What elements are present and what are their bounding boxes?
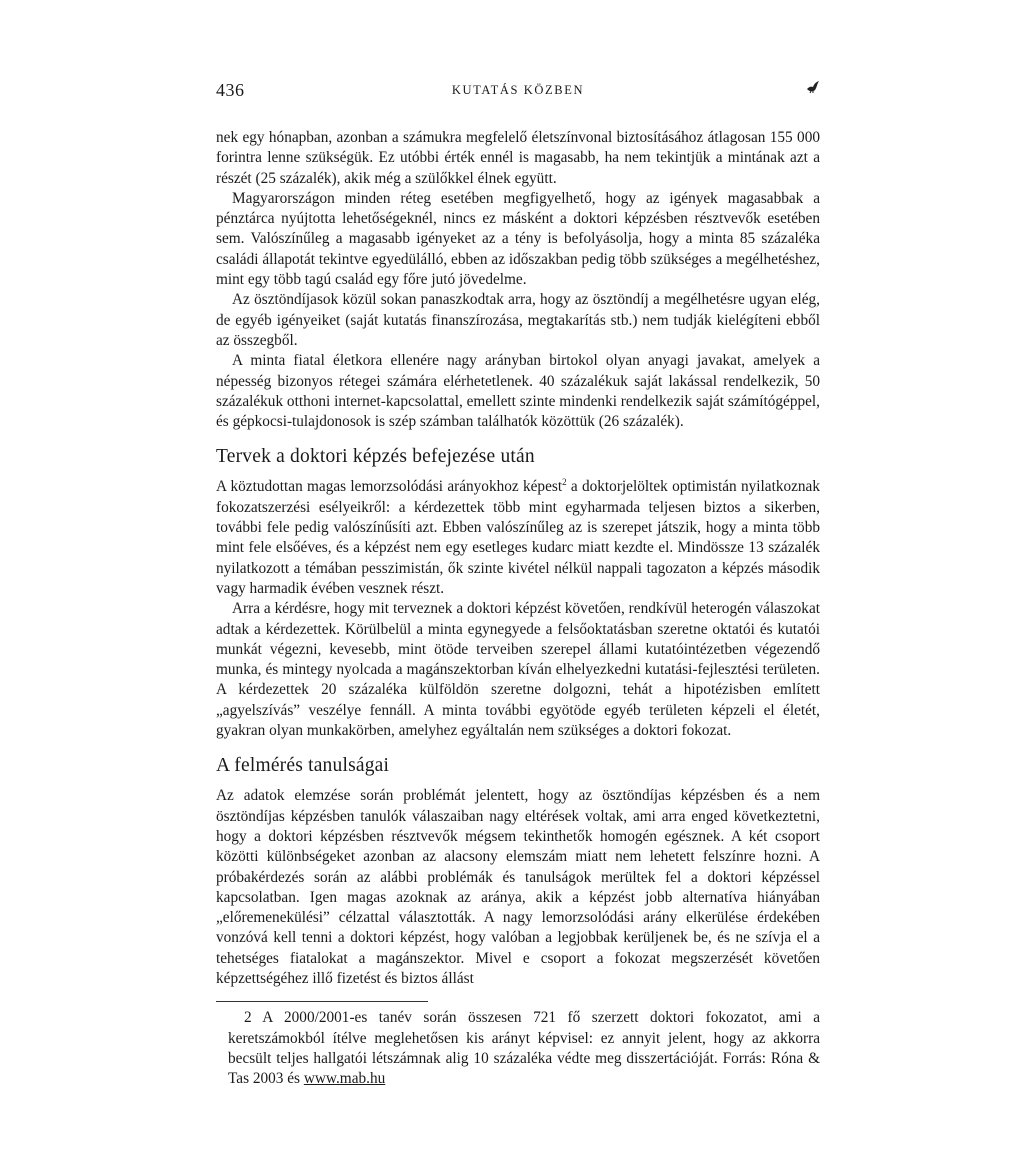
footnote-divider [216,1001,428,1002]
section-heading-lessons: A felmérés tanulságai [216,755,390,777]
paragraph: A minta fiatal életkora ellenére nagy arányban birtokol olyan anyagi javakat, amelyek a népesség bizonyos rétegei számára elérhetetlenek. 40 százalékuk saját lakással rendelkezik, 50 százalékuk otthoni internet-kapcsolattal, emellett szinte mindenki rendelkezik saját számítógéppel, és gépkocsi-tulajdonosok is szép számban találhatók közöttük (26 százalék). [216,352,821,431]
footnote [216,1008,820,1089]
paragraph-text: a doktorjelöltek optimistán nyilatkoznak fokozatszerzési esélyeikről: a kérdezettek több mint egyharmada teljesen biztos a sikerben, további fele pedig valószínűsíti azt. Ebben valószínűleg az is szerepet játszik, hogy a minta több mint fele elsőéves, és a képzést nem egy esetleges kudarc miatt kezdte el. Mindössze 13 százalék nyilatkozott a témában pesszimistán, ők szinte kivétel nélkül nappali tagozaton a képzés második vagy harmadik évében vesznek részt. [216,478,820,597]
paragraph-text: A köztudottan magas lemorzsolódási arányokhoz képest [216,478,563,496]
bird-ornament-icon [806,80,820,94]
paragraph-continuation: nek egy hónapban, azonban a számukra megfelelő életszínvonal biztosításához átlagosan 155 000 forintra lenne szükségük. Ez utóbbi érték ennél is magasabb, ha nem tekintjük a mintának azt a részét (25 százalék), akik még a szülőkkel élnek együtt. [216,129,820,187]
footnote-text: 2 A 2000/2001-es tanév során összesen 721 fő szerzett doktori fokozatot, ami a keretszámokból ítélve meglehetősen kis arányt képvisel: ez annyit jelent, hogy az akkorra becsült teljes hallgatói létszámnak alig 10 százaléka védte meg disszertációját. Forrás: Róna & Tas 2003 és [228,1009,820,1088]
paragraph [216,477,820,599]
running-head [216,80,820,104]
paragraph: Az ösztöndíjasok közül sokan panaszkodtak arra, hogy az ösztöndíj a megélhetésre ugyan elég, de egyéb igényeiket (saját kutatás finanszírozása, megtakarítás stb.) nem tudják kielégíteni ebből az összegből. [216,291,820,349]
section-heading-plans: Tervek a doktori képzés befejezése után [216,446,535,468]
footnote-link[interactable]: www.mab.hu [303,1070,386,1088]
paragraph: Arra a kérdésre, hogy mit terveznek a doktori képzést követően, rendkívül heterogén válaszokat adtak a kérdezettek. Körülbelül a minta egynegyede a felsőoktatásban szeretne oktatói és kutatói munkát végezni, kevesebb, mint ötöde terveiben szerepel állami kutatóintézetben végezendő munka, és mintegy nyolcada a magánszektorban kíván elhelyezkedni kutatási-fejlesztési területen. A kérdezettek 20 százaléka külföldön szeretne dolgozni, tehát a hipotézisben említett „agyelszívás” veszélye fennáll. A minta további egyötöde egyéb területen képzeli el életét, gyakran olyan munkakörben, amelyhez egyáltalán nem szükséges a doktori fokozat. [216,600,820,740]
footnote-marker[interactable]: 2 [562,477,567,488]
page-number: 436 [216,80,245,100]
paragraph: Magyarországon minden réteg esetében megfigyelhető, hogy az igények magasabbak a pénztárca nyújtotta lehetőségeknél, nincs ez másként a doktori képzésben résztvevők esetében sem. Valószínűleg a magasabb igényeket az a tény is befolyásolja, hogy a minta 85 százaléka családi állapotát tekintve egyedülálló, ebben az időszakban pedig több szükséges a megélhetéshez, mint egy több tagú család egy főre jutó jövedelme. [216,189,820,289]
main-text [216,128,820,1089]
paragraph: Az adatok elemzése során problémát jelentett, hogy az ösztöndíjas képzésben és a nem ösztöndíjas képzésben tanulók válaszaiban nagy eltérések voltak, ami arra enged következtetni, hogy a doktori képzésben résztvevők mégsem tekinthetők homogén egésznek. A két csoport közötti különbségeket azonban az alacsony elemszám miatt nem lehetett felszínre hozni. A próbakérdezés során az alábbi problémák és tanulságok merültek fel a doktori képzéssel kapcsolatban. Igen magas azoknak az aránya, akik a képzést jobb alternatíva hiányában „előremenekülési” célzattal választották. A nagy lemorzsolódási arány elkerülése érdekében vonzóvá kell tenni a doktori képzést, hogy valóban a legjobbak kerüljenek be, és ne szívja el a tehetséges fiatalokat a magánszektor. Mivel e csoport a fokozat megszerzését követően képzettségéhez illő fizetést és biztos állást [216,787,820,987]
running-title: KUTATÁS KÖZBEN [451,83,585,97]
